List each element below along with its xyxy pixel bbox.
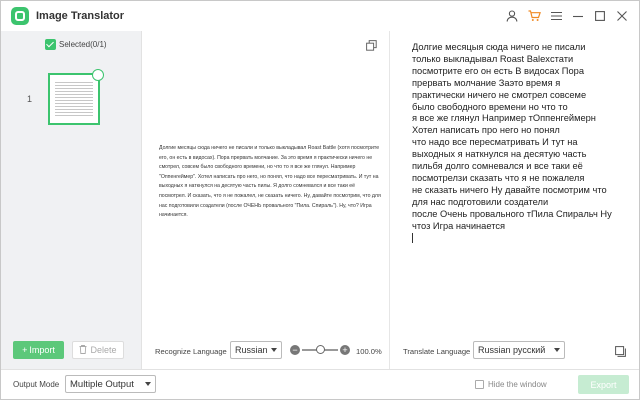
output-mode-value: Multiple Output bbox=[70, 378, 134, 390]
thumbnail-index: 1 bbox=[27, 94, 33, 104]
chevron-down-icon bbox=[271, 348, 277, 352]
menu-icon[interactable] bbox=[545, 7, 567, 25]
window-controls bbox=[501, 7, 633, 25]
translate-language-select[interactable] bbox=[473, 341, 565, 359]
import-label: Import bbox=[29, 345, 55, 355]
recognize-language-value: Russian bbox=[235, 345, 268, 355]
bottom-bar bbox=[1, 369, 639, 399]
zoom-value: 100.0% bbox=[356, 347, 382, 356]
import-button[interactable] bbox=[13, 341, 64, 359]
chevron-down-icon bbox=[145, 382, 151, 386]
minimize-icon[interactable] bbox=[567, 7, 589, 25]
copy-icon[interactable] bbox=[615, 344, 626, 362]
translation-text: Долгие месяцыя сюда ничего не писали только выкладывал Roast Balexcтати посмотрите его он есть В видосах Пора прервать молчание Заэто время я практически ничего не смотрел совсеме было свободного времени но что то я все же глянул Например тОппенгеймерн Хотел написать про него но понял что надо все пересматривать И тут на выходных я наткнулся на десятую часть пильбя долго сомневался и все таки её посмотрелзи сказать что я не пожалеля не сказать ничего Ну давайте посмотрим что для нас подготовили создатели после Очень провального тПила Спиральч Ну чтоз Игра начинается bbox=[412, 42, 612, 231]
user-icon[interactable] bbox=[501, 7, 523, 25]
translate-language-value: Russian русский bbox=[478, 345, 546, 355]
translation-panel bbox=[391, 31, 639, 369]
recognize-language-select[interactable] bbox=[230, 341, 282, 359]
output-mode-select[interactable] bbox=[65, 375, 156, 393]
maximize-icon[interactable] bbox=[589, 7, 611, 25]
source-image-panel bbox=[143, 31, 390, 369]
trash-icon bbox=[79, 345, 87, 356]
title-bar bbox=[1, 1, 639, 31]
fullscreen-icon[interactable] bbox=[366, 38, 377, 56]
select-all-row[interactable] bbox=[45, 39, 107, 50]
thumbnail-select-radio[interactable] bbox=[92, 69, 104, 81]
image-thumbnail[interactable] bbox=[48, 73, 100, 125]
hide-window-checkbox[interactable] bbox=[475, 380, 484, 389]
zoom-out-icon[interactable]: − bbox=[290, 345, 300, 355]
app-logo-icon bbox=[11, 7, 29, 25]
delete-button[interactable] bbox=[72, 341, 124, 359]
delete-label: Delete bbox=[90, 345, 117, 355]
thumbnail-preview bbox=[55, 82, 93, 116]
export-button[interactable]: Export bbox=[578, 375, 629, 394]
text-cursor bbox=[412, 233, 413, 243]
chevron-down-icon bbox=[554, 348, 560, 352]
translate-language-label: Translate Language bbox=[403, 347, 471, 356]
zoom-in-icon[interactable]: + bbox=[340, 345, 350, 355]
output-mode-label: Output Mode bbox=[13, 380, 60, 389]
translation-textarea[interactable] bbox=[412, 42, 638, 244]
image-list-panel bbox=[1, 31, 142, 369]
close-icon[interactable] bbox=[611, 7, 633, 25]
recognize-language-label: Recognize Language bbox=[155, 347, 227, 356]
app-title: Image Translator bbox=[36, 10, 125, 22]
selected-count-label: Selected(0/1) bbox=[59, 40, 107, 49]
source-image-text: Долгие месяцы сюда ничего не писали и только выкладывал Roast Battle (хотя посмотрите его, он есть в видосах). Пора прервать молчание. За это время я практически ничего не смотрел, совсем было свободного времени, но что то я все же глянул. Например "Оппенгеймер". Хотел написать про него, но понял, что надо все пересматривать. И тут на выходных я наткнулся на десятую часть пилы. Я долго сомневался и все таки её посмотрел. И сказать, что я не пожалел, не сказать ничего. Ну, давайте посмотрим, что для нас подготовили создатели (после ОЧЕНЬ провального "Пила. Спираль"). Ну, что? Игра начинается. bbox=[159, 145, 381, 219]
zoom-slider-handle[interactable] bbox=[316, 345, 325, 354]
plus-icon: + bbox=[22, 345, 28, 355]
cart-icon[interactable] bbox=[523, 7, 545, 25]
select-all-checkbox[interactable] bbox=[45, 39, 56, 50]
hide-window-label: Hide the window bbox=[488, 380, 547, 389]
